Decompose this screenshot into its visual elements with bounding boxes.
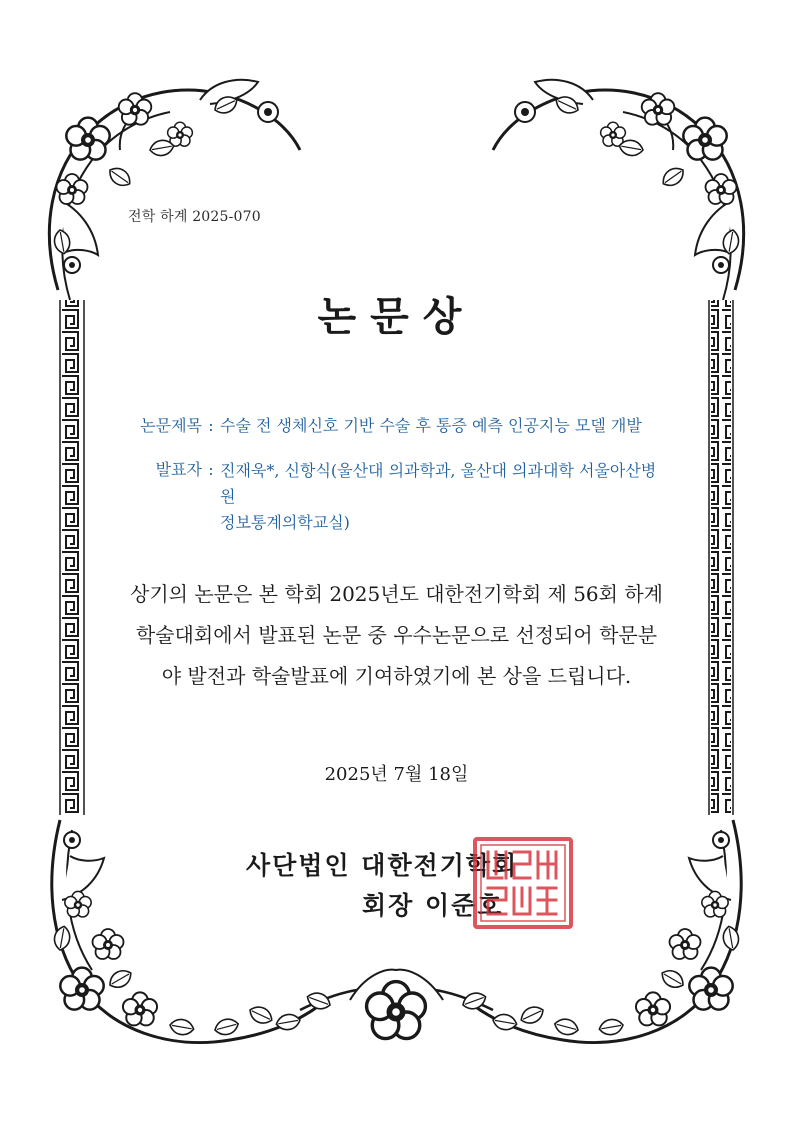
author-line-2: 정보통계의학교실) <box>220 513 350 532</box>
president-name: 회장 이준호 <box>362 891 504 920</box>
award-statement <box>110 574 683 697</box>
award-title: 논문상 <box>317 293 476 340</box>
paper-title-row <box>120 414 680 438</box>
author-line-1: 진재욱*, 신항식(울산대 의과학과, 울산대 의과대학 서울아산병원 <box>220 461 657 506</box>
paper-title: 수술 전 생체신호 기반 수술 후 통증 예측 인공지능 모델 개발 <box>220 416 642 435</box>
award-date: 2025년 7월 18일 <box>324 764 469 785</box>
statement-line-2: 학술대회에서 발표된 논문 중 우수논문으로 선정되어 학문분 <box>135 623 658 647</box>
separator: : <box>208 460 214 479</box>
author-list <box>220 458 660 536</box>
statement-line-1: 상기의 논문은 본 학회 2025년도 대한전기학회 제 56회 하계 <box>130 582 663 606</box>
author-row <box>120 458 680 536</box>
document-number: 전학 하계 2025-070 <box>128 209 261 225</box>
separator: : <box>208 416 214 435</box>
paper-title-label: 논문제목 <box>140 416 202 435</box>
official-seal <box>472 836 574 930</box>
organization-name: 사단법인 대한전기학회 <box>246 851 519 880</box>
statement-line-3: 야 발전과 학술발표에 기여하였기에 본 상을 드립니다. <box>161 664 632 688</box>
author-label: 발표자 <box>155 460 202 479</box>
